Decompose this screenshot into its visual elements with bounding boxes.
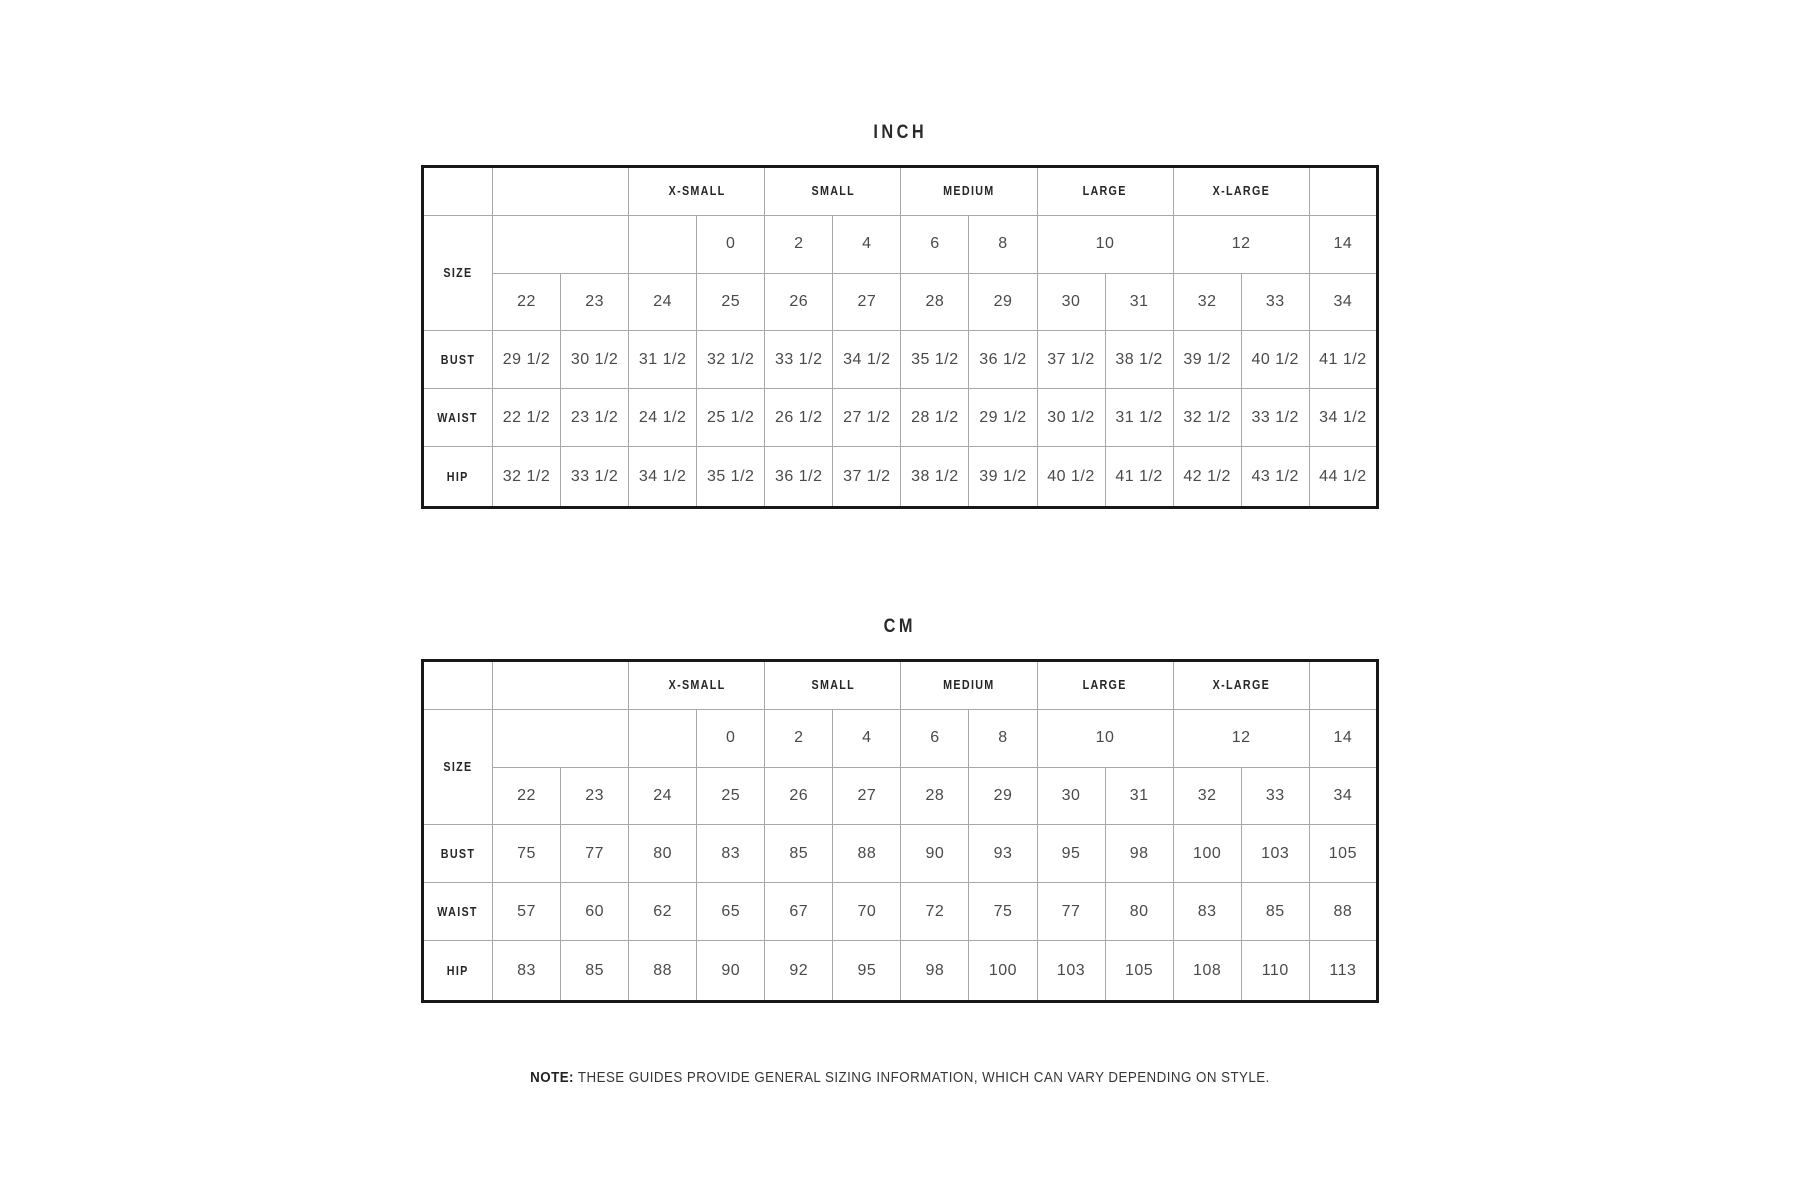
cm-waist-value: 60	[561, 883, 629, 941]
inch-group-header-row	[423, 167, 1378, 216]
inch-hip-row-label-text: HIP	[447, 469, 469, 484]
inch-bust-value: 34 1/2	[833, 331, 901, 389]
inch-waist-value: 24 1/2	[629, 389, 697, 447]
cm-bust-value: 88	[833, 825, 901, 883]
inch-group-header-x-small	[629, 167, 765, 216]
cm-waist-value: 80	[1105, 883, 1173, 941]
cm-size-row-label-text: SIZE	[443, 760, 473, 775]
inch-us-size-row	[423, 215, 1378, 273]
cm-bust-value: 100	[1173, 825, 1241, 883]
cm-numeric-size-34: 34	[1309, 767, 1377, 825]
inch-bust-value: 31 1/2	[629, 331, 697, 389]
sizing-note	[0, 1070, 1800, 1086]
inch-waist-value: 27 1/2	[833, 389, 901, 447]
inch-hip-value: 40 1/2	[1037, 447, 1105, 508]
cm-numeric-size-24: 24	[629, 767, 697, 825]
inch-bust-value: 33 1/2	[765, 331, 833, 389]
inch-waist-row-label-text: WAIST	[437, 410, 479, 425]
inch-bust-row-label	[423, 331, 493, 389]
inch-numeric-size-27: 27	[833, 273, 901, 331]
cm-numeric-size-22: 22	[493, 767, 561, 825]
inch-waist-value: 26 1/2	[765, 389, 833, 447]
cm-table-title-text: CM	[883, 616, 917, 637]
inch-hip-row-label	[423, 447, 493, 508]
cm-waist-value: 57	[493, 883, 561, 941]
cm-hip-value: 110	[1241, 941, 1309, 1002]
cm-waist-value: 77	[1037, 883, 1105, 941]
cm-waist-row	[423, 883, 1378, 941]
cm-waist-value: 67	[765, 883, 833, 941]
inch-waist-row	[423, 389, 1378, 447]
sizing-note-text: THESE GUIDES PROVIDE GENERAL SIZING INFORMATION, WHICH CAN VARY DEPENDING ON STYLE.	[573, 1070, 1270, 1086]
inch-waist-value: 29 1/2	[969, 389, 1037, 447]
inch-bust-value: 41 1/2	[1309, 331, 1377, 389]
inch-numeric-size-30: 30	[1037, 273, 1105, 331]
inch-waist-value: 31 1/2	[1105, 389, 1173, 447]
inch-us-size-2: 2	[765, 215, 833, 273]
inch-size-row-label	[423, 215, 493, 331]
cm-hip-value: 92	[765, 941, 833, 1002]
cm-hip-value: 103	[1037, 941, 1105, 1002]
inch-numeric-size-34: 34	[1309, 273, 1377, 331]
inch-us-size-10: 10	[1037, 215, 1173, 273]
inch-group-header-x-large-text: X-LARGE	[1212, 184, 1270, 199]
inch-group-header-large	[1037, 167, 1173, 216]
inch-hip-value: 33 1/2	[561, 447, 629, 508]
cm-group-header-medium	[901, 661, 1037, 710]
cm-us-size-6: 6	[901, 709, 969, 767]
cm-numeric-size-23: 23	[561, 767, 629, 825]
inch-size-row-label-text: SIZE	[443, 266, 473, 281]
cm-hip-row-label	[423, 941, 493, 1002]
inch-bust-row-label-text: BUST	[440, 352, 476, 367]
inch-waist-value: 22 1/2	[493, 389, 561, 447]
inch-numeric-size-25: 25	[697, 273, 765, 331]
inch-hip-value: 39 1/2	[969, 447, 1037, 508]
inch-bust-value: 32 1/2	[697, 331, 765, 389]
inch-bust-row	[423, 331, 1378, 389]
cm-group-spacer-left	[493, 661, 629, 710]
cm-numeric-size-29: 29	[969, 767, 1037, 825]
cm-group-header-x-large	[1173, 661, 1309, 710]
cm-bust-row-label-text: BUST	[440, 846, 476, 861]
cm-bust-row	[423, 825, 1378, 883]
cm-us-size-2: 2	[765, 709, 833, 767]
inch-us-size-4: 4	[833, 215, 901, 273]
inch-us-size-empty	[493, 215, 629, 273]
cm-bust-value: 85	[765, 825, 833, 883]
inch-group-spacer-right	[1309, 167, 1377, 216]
cm-numeric-size-28: 28	[901, 767, 969, 825]
inch-hip-value: 38 1/2	[901, 447, 969, 508]
cm-group-header-large-text: LARGE	[1083, 678, 1128, 693]
cm-waist-value: 85	[1241, 883, 1309, 941]
inch-corner-cell	[423, 167, 493, 216]
inch-table-title-text: INCH	[873, 122, 927, 143]
inch-numeric-size-32: 32	[1173, 273, 1241, 331]
cm-bust-value: 90	[901, 825, 969, 883]
cm-waist-value: 62	[629, 883, 697, 941]
inch-group-header-medium-text: MEDIUM	[943, 184, 995, 199]
inch-hip-value: 34 1/2	[629, 447, 697, 508]
cm-group-header-small	[765, 661, 901, 710]
inch-waist-value: 30 1/2	[1037, 389, 1105, 447]
cm-waist-value: 75	[969, 883, 1037, 941]
cm-bust-value: 93	[969, 825, 1037, 883]
cm-hip-value: 100	[969, 941, 1037, 1002]
inch-us-size-12: 12	[1173, 215, 1309, 273]
cm-waist-value: 83	[1173, 883, 1241, 941]
inch-bust-value: 35 1/2	[901, 331, 969, 389]
inch-hip-value: 32 1/2	[493, 447, 561, 508]
sizing-note-line	[530, 1070, 1270, 1086]
inch-us-size-8: 8	[969, 215, 1037, 273]
inch-group-header-x-large	[1173, 167, 1309, 216]
cm-hip-value: 105	[1105, 941, 1173, 1002]
cm-bust-value: 103	[1241, 825, 1309, 883]
inch-bust-value: 37 1/2	[1037, 331, 1105, 389]
cm-waist-value: 65	[697, 883, 765, 941]
inch-numeric-size-row	[423, 273, 1378, 331]
cm-numeric-size-row	[423, 767, 1378, 825]
cm-hip-row-label-text: HIP	[447, 963, 469, 978]
cm-hip-value: 113	[1309, 941, 1377, 1002]
cm-table	[421, 659, 1379, 1003]
cm-hip-row	[423, 941, 1378, 1002]
cm-numeric-size-33: 33	[1241, 767, 1309, 825]
cm-bust-value: 75	[493, 825, 561, 883]
cm-numeric-size-31: 31	[1105, 767, 1173, 825]
inch-bust-value: 39 1/2	[1173, 331, 1241, 389]
inch-bust-value: 29 1/2	[493, 331, 561, 389]
inch-group-header-small	[765, 167, 901, 216]
inch-us-size-0: 0	[697, 215, 765, 273]
cm-bust-value: 105	[1309, 825, 1377, 883]
cm-bust-value: 77	[561, 825, 629, 883]
cm-table-title	[0, 616, 1800, 638]
cm-waist-value: 70	[833, 883, 901, 941]
inch-waist-value: 33 1/2	[1241, 389, 1309, 447]
cm-group-header-x-small	[629, 661, 765, 710]
cm-bust-value: 95	[1037, 825, 1105, 883]
inch-us-size-14: 14	[1309, 215, 1377, 273]
cm-us-size-10: 10	[1037, 709, 1173, 767]
cm-waist-row-label-text: WAIST	[437, 904, 479, 919]
inch-group-header-large-text: LARGE	[1083, 184, 1128, 199]
inch-waist-value: 32 1/2	[1173, 389, 1241, 447]
inch-group-header-medium	[901, 167, 1037, 216]
inch-us-size-empty	[629, 215, 697, 273]
inch-bust-value: 36 1/2	[969, 331, 1037, 389]
cm-bust-row-label	[423, 825, 493, 883]
cm-numeric-size-32: 32	[1173, 767, 1241, 825]
inch-hip-value: 42 1/2	[1173, 447, 1241, 508]
inch-table-title	[0, 122, 1800, 144]
inch-table	[421, 165, 1379, 509]
cm-group-header-medium-text: MEDIUM	[943, 678, 995, 693]
cm-hip-value: 108	[1173, 941, 1241, 1002]
inch-hip-value: 37 1/2	[833, 447, 901, 508]
sizing-note-label: NOTE:	[530, 1070, 574, 1086]
cm-numeric-size-25: 25	[697, 767, 765, 825]
cm-us-size-4: 4	[833, 709, 901, 767]
cm-numeric-size-30: 30	[1037, 767, 1105, 825]
cm-numeric-size-26: 26	[765, 767, 833, 825]
cm-hip-value: 90	[697, 941, 765, 1002]
inch-waist-value: 23 1/2	[561, 389, 629, 447]
inch-numeric-size-23: 23	[561, 273, 629, 331]
cm-hip-value: 95	[833, 941, 901, 1002]
cm-size-row-label	[423, 709, 493, 825]
inch-numeric-size-22: 22	[493, 273, 561, 331]
inch-hip-value: 41 1/2	[1105, 447, 1173, 508]
cm-waist-value: 88	[1309, 883, 1377, 941]
inch-bust-value: 30 1/2	[561, 331, 629, 389]
cm-waist-value: 72	[901, 883, 969, 941]
cm-us-size-8: 8	[969, 709, 1037, 767]
inch-numeric-size-26: 26	[765, 273, 833, 331]
inch-hip-value: 43 1/2	[1241, 447, 1309, 508]
inch-us-size-6: 6	[901, 215, 969, 273]
inch-numeric-size-24: 24	[629, 273, 697, 331]
cm-bust-value: 80	[629, 825, 697, 883]
inch-numeric-size-31: 31	[1105, 273, 1173, 331]
cm-group-header-small-text: SMALL	[811, 678, 855, 693]
cm-group-spacer-right	[1309, 661, 1377, 710]
cm-corner-cell	[423, 661, 493, 710]
inch-numeric-size-29: 29	[969, 273, 1037, 331]
inch-bust-value: 38 1/2	[1105, 331, 1173, 389]
cm-group-header-row	[423, 661, 1378, 710]
inch-bust-value: 40 1/2	[1241, 331, 1309, 389]
inch-hip-row	[423, 447, 1378, 508]
inch-waist-value: 25 1/2	[697, 389, 765, 447]
cm-hip-value: 98	[901, 941, 969, 1002]
inch-waist-value: 28 1/2	[901, 389, 969, 447]
inch-group-header-x-small-text: X-SMALL	[668, 184, 726, 199]
inch-hip-value: 44 1/2	[1309, 447, 1377, 508]
inch-hip-value: 36 1/2	[765, 447, 833, 508]
cm-waist-row-label	[423, 883, 493, 941]
inch-hip-value: 35 1/2	[697, 447, 765, 508]
cm-us-size-0: 0	[697, 709, 765, 767]
inch-group-spacer-left	[493, 167, 629, 216]
inch-group-header-small-text: SMALL	[811, 184, 855, 199]
cm-hip-value: 83	[493, 941, 561, 1002]
cm-hip-value: 85	[561, 941, 629, 1002]
cm-group-header-x-large-text: X-LARGE	[1212, 678, 1270, 693]
inch-waist-value: 34 1/2	[1309, 389, 1377, 447]
cm-bust-value: 98	[1105, 825, 1173, 883]
cm-us-size-empty	[629, 709, 697, 767]
inch-numeric-size-28: 28	[901, 273, 969, 331]
cm-group-header-x-small-text: X-SMALL	[668, 678, 726, 693]
inch-waist-row-label	[423, 389, 493, 447]
inch-numeric-size-33: 33	[1241, 273, 1309, 331]
cm-hip-value: 88	[629, 941, 697, 1002]
cm-group-header-large	[1037, 661, 1173, 710]
cm-us-size-14: 14	[1309, 709, 1377, 767]
cm-us-size-empty	[493, 709, 629, 767]
cm-us-size-12: 12	[1173, 709, 1309, 767]
cm-us-size-row	[423, 709, 1378, 767]
cm-bust-value: 83	[697, 825, 765, 883]
cm-numeric-size-27: 27	[833, 767, 901, 825]
